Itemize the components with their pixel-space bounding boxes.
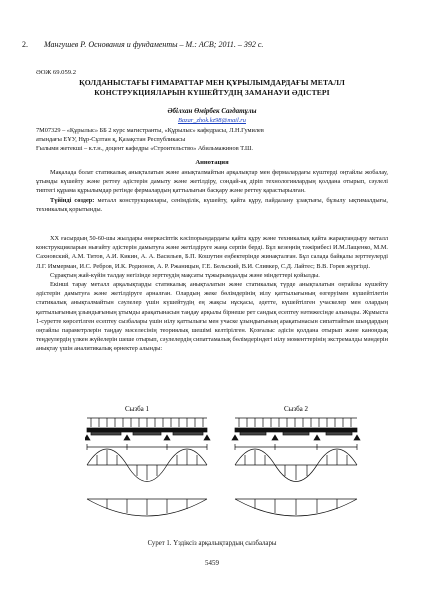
author-email-link[interactable]: Bazar_zhok.kz98@mail.ru: [177, 117, 246, 124]
abstract-heading: Аннотация: [195, 159, 229, 166]
reinforcement-2a: [240, 432, 266, 435]
keywords-text: металл конструкциялары, сенімділік, күшейту, қайта құру, пайдалану ұзақтығы, бұзылу ықтималдығы, техникалық қорытынды.: [36, 196, 389, 213]
supports-1: [85, 435, 210, 440]
reinforcement-1b: [133, 432, 161, 435]
affiliation-line-3: Ғылыми жетекші – к.т.н., доцент кафедры «Строительство» Абильмажинов Т.Ш.: [36, 145, 253, 152]
body-paragraph-2: Сұрақтың жай-күйін талдау негізінде зерттеудің мақсаты тұжырымдалды және міндеттері қойылды.: [50, 271, 320, 279]
affiliation-line-1: 7М07329 – «Құрылыс» ББ 2 курс магистранты, «Құрылыс» кафедрасы, Л.Н.Гумилев: [36, 127, 264, 134]
scheme-2-diagram: [232, 418, 360, 516]
reference-line: [22, 40, 263, 49]
figure-caption: Сурет 1. Үздіксіз арқалықтардың сызбалары: [147, 540, 277, 547]
keywords-label: Түйінді сөздер:: [50, 196, 95, 204]
keywords-paragraph: [36, 196, 388, 214]
author-name: Әбілхан Өмірбек Сағдатұлы: [167, 107, 257, 115]
beam-2: [235, 428, 357, 432]
scheme-1-diagram: [85, 418, 210, 516]
reference-text: Мангушев Р. Основания и фундаменты – М.: АСВ; 2011. – 392 с.: [44, 40, 264, 49]
scheme-2-label: Сызба 2: [283, 405, 309, 413]
article-title-line-2: КОНСТРУКЦИЯЛАРЫН КҮШЕЙТУДІҢ ЗАМАНАУИ ӘДІСТЕРІ: [94, 88, 330, 97]
scheme-1-label: Сызба 1: [124, 405, 150, 413]
udc-code: ӘОЖ 69.059.2: [36, 69, 76, 76]
reinforcement-2c: [326, 432, 352, 435]
supports-2: [232, 435, 360, 440]
reinforcement-1c: [173, 432, 203, 435]
reinforcement-1a: [91, 432, 121, 435]
affiliation-line-2: атындағы ЕҰУ, Нұр-Сұлтан қ, Қазақстан Республикасы: [36, 136, 186, 143]
beam-1: [87, 428, 207, 432]
body-text: [36, 234, 388, 354]
page-number: 5459: [205, 559, 219, 567]
article-title-line-1: ҚОЛДАНЫСТАҒЫ ҒИМАРАТТАР МЕН ҚҰРЫЛЫМДАРДАҒЫ МЕТАЛЛ: [79, 78, 345, 87]
distributed-load-arrows-2: [235, 418, 357, 427]
reference-number: 2.: [22, 40, 28, 49]
reinforcement-2b: [283, 432, 309, 435]
abstract-text: Мақалада болат статикалық анықталатын және анықталмайтын арқалықтар мен фермалардағы күштерді оңтайлы жобалау, ұтымды күшейту және реттеу әдістерін дамыту және жетілдіру, сондай-ақ діріп технологиялардың қолдана отырып, сәулелі типтегі құрама құрылымдар ретінде фермалардың қаттылығын басқару және реттеу қарастырылған.: [36, 169, 388, 195]
abstract-block: [36, 168, 388, 214]
body-paragraph-1: XX ғасырдың 50-60-шы жылдары өнеркәсіптік кәсіпорындардағы қайта құру және техникалық қайта жарақтандыру металл конструкцияларын нығайту әдістерін дамытуға және жетілдіруге жаңа серпін берді. Бұл кезеңнің тәжірибесі И.М.Лащенко, М.М. Сахновский, А.М. Титов, А.И. Кикин, А. А. Васильев, Б.П. Кошутин еңбектерінде жинақталған. Бұл салада байқалы зерттеулерді Л.Г. Иммерман, И.С. Ребров, И.К. Родионов, А. Р. Ржаницын, Г.Е. Бельский, В.И. Сливкер, С.Д. Лайтес; В.В. Горев жүргізді.: [36, 235, 388, 270]
body-paragraph-3: Екінші тарау металл арқалықтарды статикалық анықталатын және статикалық түрде анықталатын оңтайлы күшейту әдістерін дамытуға және жетілдіруге арналған. Олардың жеке бөлімдерінің иілу қаттылығының өзгеруімен күшейтілетін статикалық анықталмайтын сәулелер үшін күшейтудің ең жақсы нұсқасы, әдетте, күшейтілген учаскелер мен олардың қаттылығының ұзындығының ұтымды арақатынасын таңдау арқылы бірнеше рет сандық есептеу нәтижесінде алынады. Жұмыста 1-суретте көрсетілген есептеу сызбалары үшін иілу қаттылығы мен учаске ұзындығының арақатынасын сипаттайтын шыңдардың оңтайлы параметрлерін таңдау мәселесінің теориялық шешімі келтірілген. Қозғалыс әдісін қолдана отырып және канондық теңдеулердің үлкен жүйелерін шеше отырып, сәулелердің сипаттамалық бөлімдеріндегі иілу моменттерінің экстремалды мәндерін анықтау үшін аналитикалық өрнектер алынды:: [36, 281, 388, 353]
distributed-load-arrows-1: [87, 418, 207, 427]
beam-diagrams-figure: [85, 403, 385, 543]
